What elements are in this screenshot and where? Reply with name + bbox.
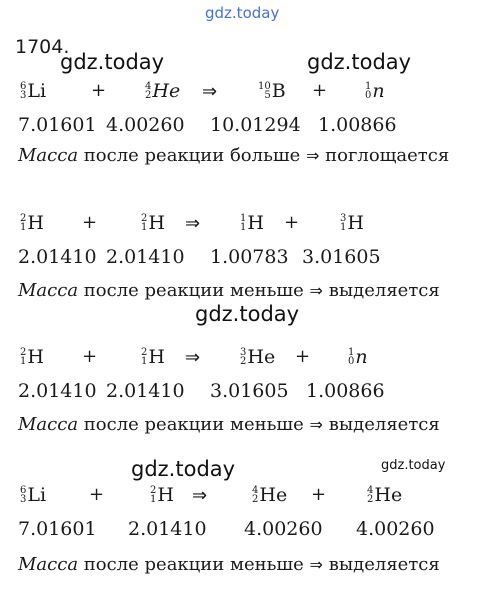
atomic-mass: 1.00866: [306, 380, 385, 402]
isotope: 4 2 He: [145, 80, 181, 102]
isotope: 2 1 H: [20, 212, 44, 234]
plus-sign: +: [91, 80, 107, 101]
conclusion-line: Масса после реакции меньше ⇒ выделяется: [18, 554, 440, 575]
atomic-mass: 3.01605: [210, 380, 289, 402]
plus-sign: +: [284, 212, 300, 233]
isotope: 1 0 n: [365, 80, 385, 102]
watermark: gdz.today: [131, 457, 236, 481]
isotope: 4 2 He: [367, 484, 403, 506]
atomic-mass: 4.00260: [356, 518, 435, 540]
atomic-mass: 7.01601: [18, 518, 97, 540]
atomic-mass: 2.01410: [106, 380, 185, 402]
isotope: 1 0 n: [348, 346, 368, 368]
atomic-mass: 2.01410: [128, 518, 207, 540]
isotope: 2 1 H: [150, 484, 174, 506]
isotope: 3 1 H: [340, 212, 364, 234]
isotope: 10 5 B: [258, 80, 286, 102]
reaction-arrow: ⇒: [185, 213, 201, 234]
plus-sign: +: [295, 346, 311, 367]
watermark: gdz.today: [307, 50, 412, 74]
plus-sign: +: [89, 484, 105, 505]
atomic-mass: 2.01410: [18, 246, 97, 268]
isotope: 2 1 H: [141, 212, 165, 234]
watermark: gdz.today: [195, 302, 300, 326]
isotope: 4 2 He: [252, 484, 288, 506]
watermark-top: gdz.today: [205, 4, 280, 22]
isotope: 6 3 Li: [20, 484, 47, 506]
plus-sign: +: [312, 80, 328, 101]
plus-sign: +: [82, 212, 98, 233]
plus-sign: +: [311, 484, 327, 505]
reaction-arrow: ⇒: [192, 485, 208, 506]
conclusion-line: Масса после реакции меньше ⇒ выделяется: [18, 414, 440, 435]
isotope: 1 1 H: [240, 212, 264, 234]
atomic-mass: 4.00260: [244, 518, 323, 540]
atomic-mass: 10.01294: [210, 114, 301, 136]
reaction-arrow: ⇒: [185, 347, 201, 368]
atomic-mass: 4.00260: [106, 114, 185, 136]
plus-sign: +: [82, 346, 98, 367]
watermark: gdz.today: [60, 50, 165, 74]
isotope: 6 3 Li: [20, 80, 47, 102]
watermark: gdz.today: [381, 458, 446, 473]
atomic-mass: 1.00783: [210, 246, 289, 268]
atomic-mass: 2.01410: [18, 380, 97, 402]
problem-number: 1704.: [15, 36, 70, 58]
conclusion-line: Масса после реакции меньше ⇒ выделяется: [18, 280, 440, 301]
conclusion-line: Масса после реакции больше ⇒ поглощается: [18, 145, 450, 166]
isotope: 2 1 H: [141, 346, 165, 368]
isotope: 3 2 He: [240, 346, 276, 368]
atomic-mass: 3.01605: [302, 246, 381, 268]
atomic-mass: 7.01601: [18, 114, 97, 136]
atomic-mass: 2.01410: [106, 246, 185, 268]
atomic-mass: 1.00866: [318, 114, 397, 136]
isotope: 2 1 H: [20, 346, 44, 368]
reaction-arrow: ⇒: [202, 81, 218, 102]
